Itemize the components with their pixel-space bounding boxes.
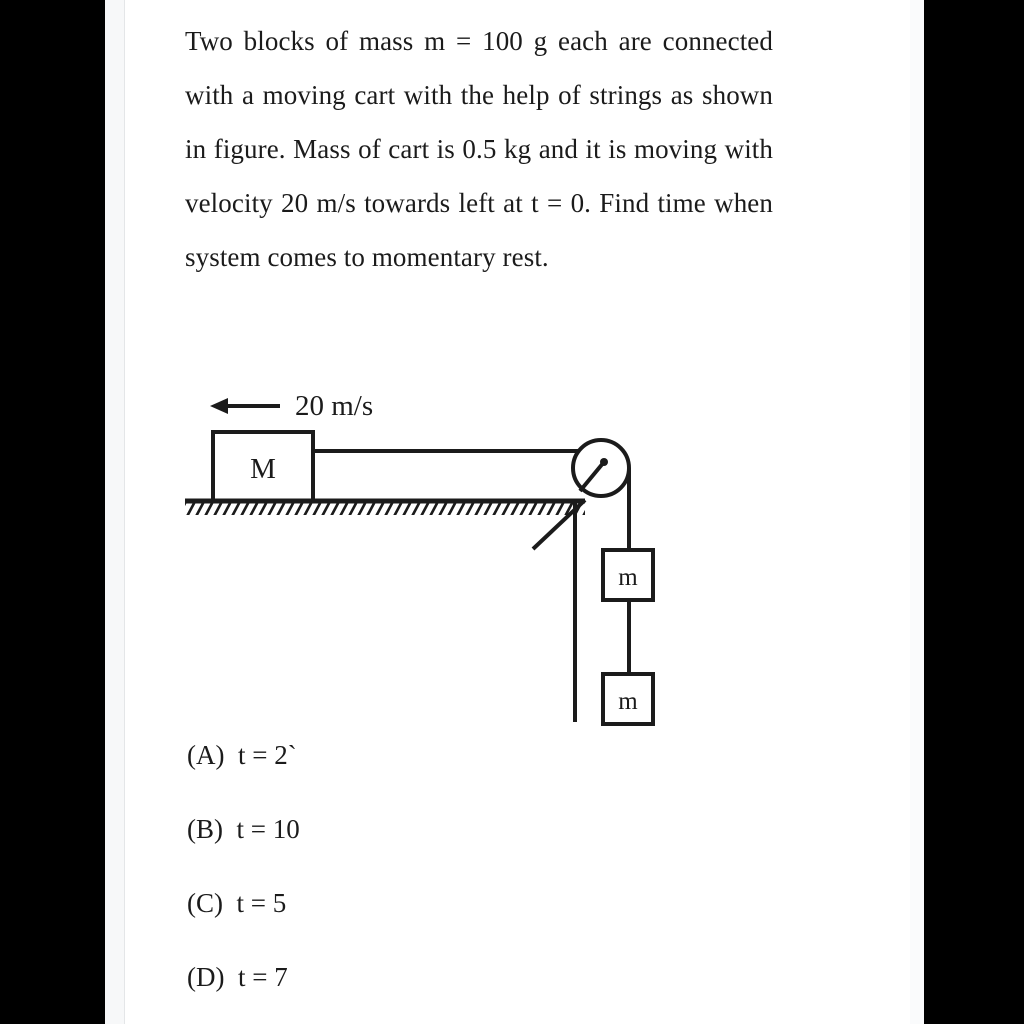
option-a[interactable]: (A) t = 2`	[187, 740, 297, 770]
ground-hatching	[185, 501, 585, 515]
page-shell	[105, 0, 924, 1024]
document-page	[125, 0, 910, 1024]
option-d[interactable]: (D) t = 7	[187, 962, 288, 992]
content-column	[185, 0, 835, 1024]
vertical-scrollbar-track[interactable]	[914, 0, 924, 1024]
problem-text: Two blocks of mass m = 100 g each are connected with a moving cart with the help of strings as shown in figure. Mass of cart is 0.5 kg and it is moving with velocity 20 m/s towards left at t = 0. Find time when system comes to momentary rest.	[185, 26, 773, 272]
answer-options	[187, 740, 607, 992]
letterbox-right	[924, 0, 1024, 1024]
hanging-block-lower-label: m	[618, 688, 638, 715]
option-b[interactable]: (B) t = 10	[187, 814, 300, 844]
velocity-arrow-icon	[210, 398, 280, 414]
velocity-label: 20 m/s	[295, 390, 374, 422]
option-c[interactable]: (C) t = 5	[187, 888, 287, 918]
physics-diagram	[185, 382, 745, 738]
problem-statement	[185, 14, 773, 284]
letterbox-left	[0, 0, 105, 1024]
page-margin-left	[105, 0, 124, 1024]
hanging-block-upper-label: m	[618, 564, 638, 591]
cart-label: M	[250, 453, 276, 485]
